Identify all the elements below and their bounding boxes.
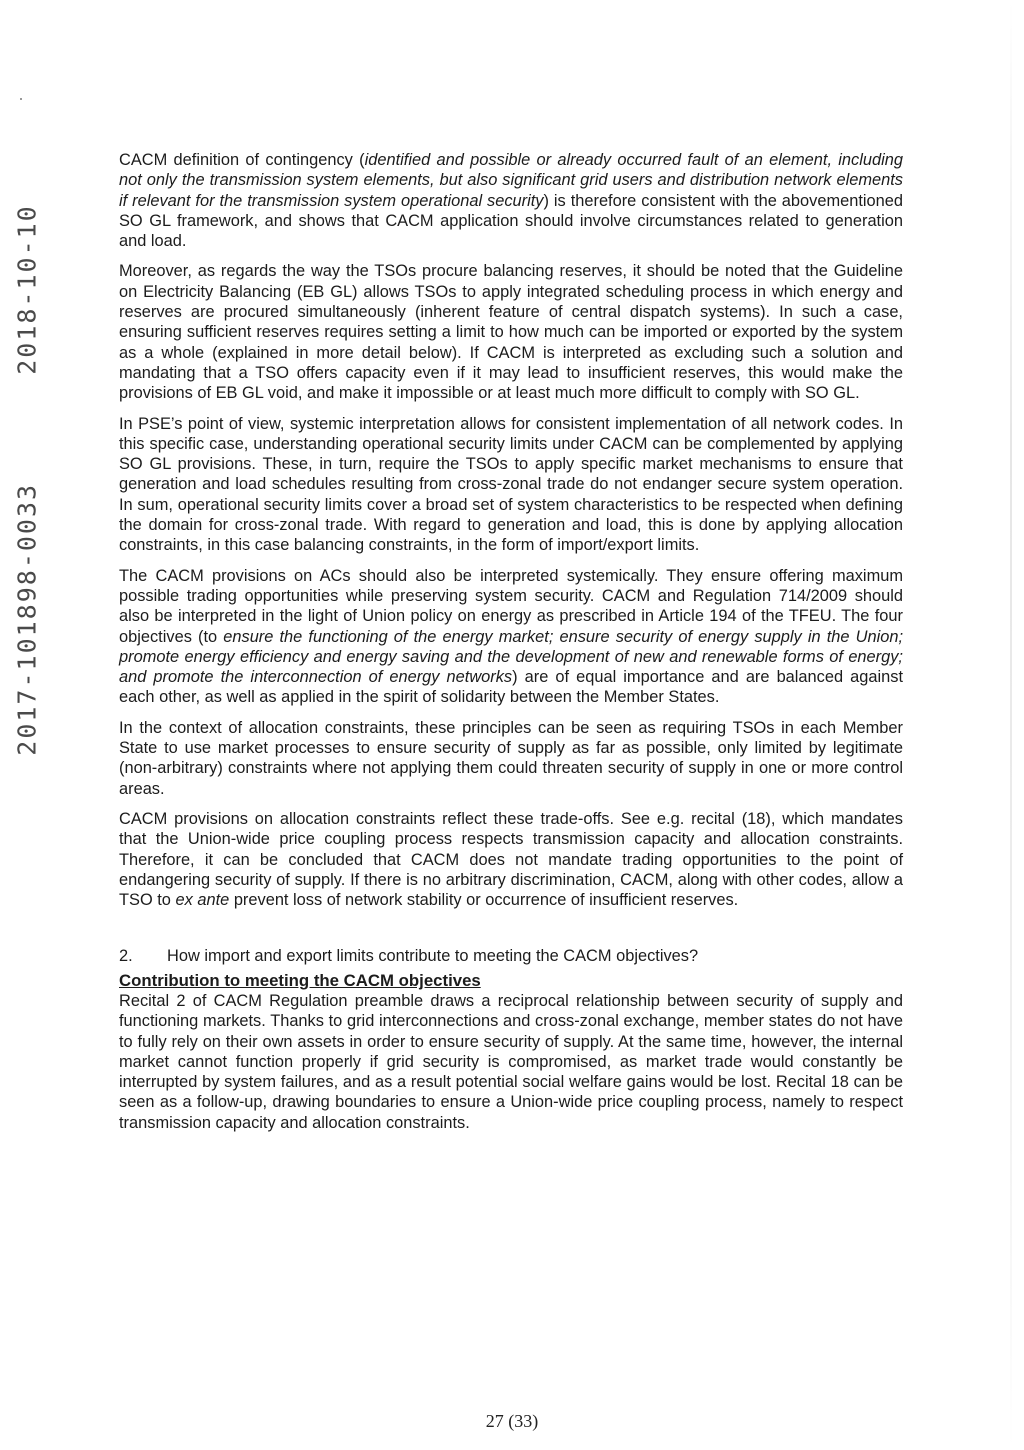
text-run: ) is therefore consistent with the abovementioned SO GL framework, and shows that CACM application should involve circumstances related to generation and load. [119,191,904,251]
stamp-code-bottom: 2017-101898-0033 [12,482,42,756]
text-run: CACM provisions on allocation constraints reflect these trade-offs. See e.g. recital (18), which mandates that the Union-wide price coupling process respects transmission capacity and allocation constraints. Therefore, it can be concluded that CACM does not mandate trading opportunities to the point of endangering security of supply. If there is no arbitrary discrimination, CACM, along with other codes, allow a TSO to [119,809,903,910]
page-number: 27 (33) [485,1411,539,1431]
section-heading: Contribution to meeting the CACM objectives [119,970,481,990]
question-2 [119,946,903,966]
text-run: The CACM provisions on ACs should also be interpreted systemically. They ensure offering maximum possible trading opportunities while preserving system security. CACM and Regulation 714/2009 should also be interpreted in the light of Union policy on energy as prescribed in Article 194 of the TFEU. The four objectives (to [119,566,903,646]
stamp-date-top: 2018-10-10 [12,204,42,375]
question-number: 2. [119,947,133,966]
text-run: In the context of allocation constraints, these principles can be seen as requiring TSOs in each Member State to use market processes to ensure security of supply as far as possible, only limited by legitimate (non-arbitrary) constraints where not applying them could threaten security of supply in one or more control areas. [119,718,903,798]
paragraph-acs-systemic [119,566,903,708]
question-text: How import and export limits contribute to meeting the CACM objectives? [167,947,699,966]
text-run: Recital 2 of CACM Regulation preamble draws a reciprocal relationship between security of supply and functioning markets. Thanks to grid interconnections and cross-zonal exchange, member states do not have to fully rely on their own assets in order to ensure security of supply. At the same time, however, the internal market cannot function properly if grid security is compromised, as market trade would constantly be interrupted by system failures, and as a result potential social welfare gains would be lost. Recital 18 can be seen as a follow-up, drawing boundaries to ensure a Union-wide price coupling process, namely to respect transmission capacity and allocation constraints. [119,991,903,1132]
text-run: Moreover, as regards the way the TSOs procure balancing reserves, it should be noted that the Guideline on Electricity Balancing (EB GL) allows TSOs to apply integrated scheduling process in which energy and reserves are procured simultaneously (inherent feature of central dispatch systems). In such a case, ensuring sufficient reserves requires setting a limit to how much can be imported or exported by the system as a whole (explained in more detail below). If CACM is interpreted as excluding such a solution and mandating that a TSO offers capacity even if it may lead to insufficient reserves, this would make the provisions of EB GL void, and make it impossible or at least much more difficult to comply with SO GL. [119,262,903,403]
text-run: In PSE’s point of view, systemic interpretation allows for consistent implementation of all network codes. In this specific case, understanding operational security limits under CACM can be complemented by applying SO GL provisions. These, in turn, require the TSOs to apply specific market mechanisms to ensure that generation and load schedules resulting from cross-zonal trade do not endanger secure system operation. In sum, operational security limits cover a broad set of system characteristics to be respected when defining the domain for cross-zonal trade. With regard to generation and load, this is done by applying allocation constraints, in this case balancing constraints, in the form of import/export limits. [119,414,903,555]
text-run: CACM definition of contingency ( [119,151,365,169]
paragraph-pse-view [119,414,903,556]
italic-run: ex ante [175,891,230,910]
paragraph-allocation-context [119,718,903,799]
document-body [119,150,903,1143]
italic-run: identified and possible or already occurred fault of an element, including not only the transmission system elements, but also significant grid users and distribution network elements if relevant for the transmission system operational security [119,151,903,210]
scan-speck [20,98,22,100]
paragraph-tradeoffs [119,809,903,910]
text-run: prevent loss of network stability or occurrence of insufficient reserves. [229,891,739,910]
scan-edge-shadow [1010,0,1012,1450]
paragraph-balancing-reserves [119,261,903,403]
text-run: ) are of equal importance and are balanced against each other, as well as applied in the spirit of solidarity between the Member States. [119,668,904,707]
italic-run: ensure the functioning of the energy market; ensure security of energy supply in the Union; promote energy efficiency and energy saving and the development of new and renewable forms of energy; and promote the interconnection of energy networks [119,627,904,687]
paragraph-contingency [119,150,903,251]
paragraph-recital-2 [119,991,903,1133]
